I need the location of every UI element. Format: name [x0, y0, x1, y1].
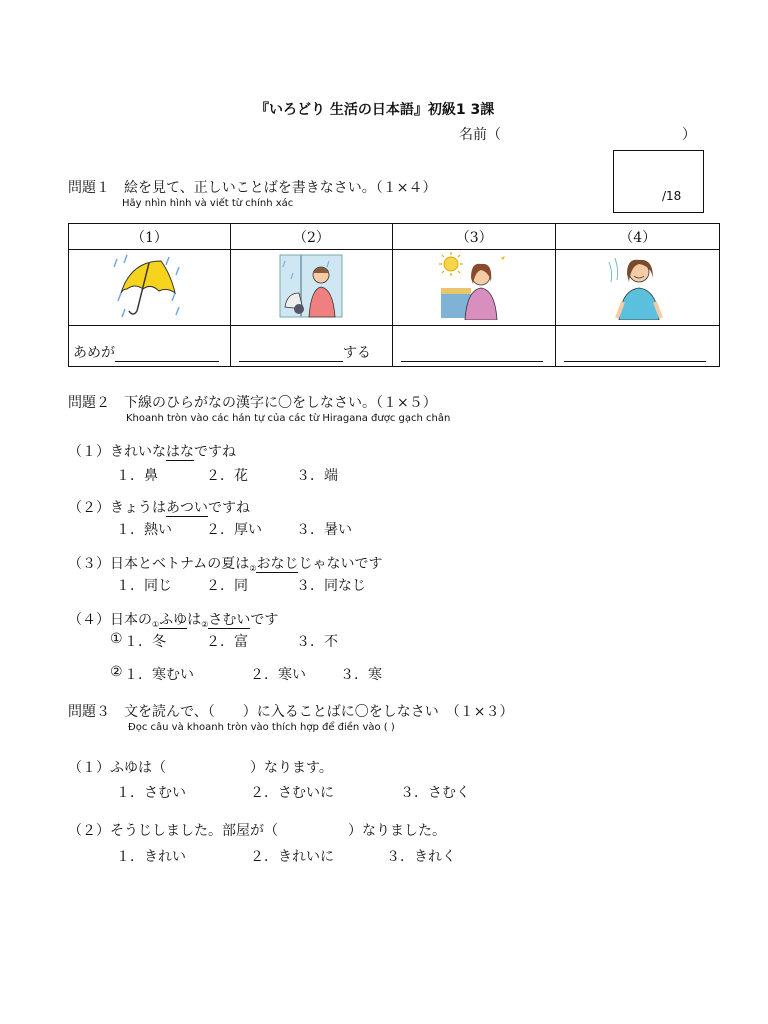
answer-cell-1: [69, 326, 231, 367]
answer-cell-2: [230, 326, 392, 367]
worksheet-title: 『いろどり 生活の日本語』初級1 3課: [255, 102, 495, 118]
answer3-blank[interactable]: [401, 347, 543, 362]
underlined-word: あつい: [166, 500, 208, 516]
q1-subtitle: Hãy nhìn hình và viết từ chính xác: [122, 198, 294, 209]
q2-4b-choice-3[interactable]: ３．寒: [340, 667, 382, 683]
q2-2-choice-1[interactable]: １．熱い: [116, 522, 172, 538]
q2-3-choice-3[interactable]: ３．同なじ: [296, 578, 366, 594]
sentence-text: ですね: [208, 500, 250, 516]
picture-table: [68, 223, 720, 367]
sentence-text: きれいな: [110, 444, 166, 460]
q1-heading: 問題１ 絵を見て、正しいことばを書きなさい。（１×４）: [68, 180, 437, 196]
q2-3-choice-2[interactable]: ２．同: [206, 578, 248, 594]
score-box: [613, 150, 704, 213]
sunny-person-icon: [439, 252, 509, 320]
q2-4a-choice-1[interactable]: １．冬: [124, 634, 166, 650]
q2-4b-choice-1[interactable]: １．寒むい: [124, 667, 194, 683]
picture-cell-2: [230, 250, 392, 326]
answer4-blank[interactable]: [564, 347, 706, 362]
answer-cell-3: [392, 326, 556, 367]
underlined-word: おなじ: [256, 556, 299, 572]
circled-number: ②: [201, 620, 209, 629]
sentence-text: そうじしました。部屋が（ ）なりました。: [110, 823, 446, 839]
picture-cell-4: [556, 250, 720, 326]
q3-heading: 問題３ 文を読んで、（ ）に入ることばに〇をしなさい （１×３）: [68, 704, 514, 720]
q3-1-choice-3[interactable]: ３．さむく: [400, 785, 470, 801]
item-number: （３）: [68, 556, 110, 572]
q2-4b-choice-2[interactable]: ２．寒い: [250, 667, 306, 683]
q2-item-3: [68, 553, 382, 573]
q2-4-row2-mark: ②: [110, 664, 123, 680]
underlined-word: さむい: [208, 612, 251, 628]
picture-cell-3: [392, 250, 556, 326]
q3-2-choice-1[interactable]: １．きれい: [116, 849, 186, 865]
q2-item-1: [68, 441, 236, 461]
q2-subtitle: Khoanh tròn vào các hán tự của các từ Hiragana được gạch chân: [126, 413, 451, 424]
answer1-prefix: あめが: [73, 345, 115, 361]
q3-2-choice-2[interactable]: ２．きれいに: [250, 849, 334, 865]
col-header-4: （4）: [556, 224, 720, 250]
item-number: （１）: [68, 760, 110, 776]
picture-cell-1: [69, 250, 231, 326]
item-number: （２）: [68, 823, 110, 839]
q3-2-choice-3[interactable]: ３．きれく: [386, 849, 456, 865]
item-number: （４）: [68, 612, 110, 628]
sentence-text: は: [187, 612, 202, 628]
q3-1-choice-1[interactable]: １．さむい: [116, 785, 186, 801]
answer2-suffix: する: [342, 345, 371, 361]
window-person-icon: [279, 253, 343, 319]
q3-item-1: [68, 757, 333, 777]
q3-subtitle: Đọc câu và khoanh tròn vào thích hợp để điền vào ( ): [128, 722, 395, 733]
col-header-1: （1）: [69, 224, 231, 250]
q2-heading: 問題２ 下線のひらがなの漢字に〇をしなさい。（１×５）: [68, 395, 437, 411]
circled-number: ①: [152, 620, 160, 629]
name-close: ）: [682, 127, 696, 143]
underlined-word: ふゆ: [159, 612, 188, 628]
score-text: /18: [662, 189, 682, 203]
q3-1-choice-2[interactable]: ２．さむいに: [250, 785, 334, 801]
underlined-word: はな: [166, 444, 194, 460]
circled-number: ②: [249, 564, 257, 573]
answer1-blank[interactable]: [115, 347, 219, 362]
q2-3-choice-1[interactable]: １．同じ: [116, 578, 172, 594]
sentence-text: 日本の: [110, 612, 152, 628]
item-number: （１）: [68, 444, 110, 460]
item-number: （２）: [68, 500, 110, 516]
umbrella-rain-icon: [113, 253, 185, 319]
q2-item-2: [68, 497, 250, 517]
name-label: 名前（: [459, 127, 501, 143]
q2-4-row1-mark: ①: [110, 631, 123, 647]
sentence-text: じゃないです: [298, 556, 383, 572]
col-header-3: （3）: [392, 224, 556, 250]
q2-4a-choice-2[interactable]: ２．富: [206, 634, 248, 650]
q2-4a-choice-3[interactable]: ３．不: [296, 634, 338, 650]
windy-person-icon: [607, 252, 669, 320]
sentence-text: きょうは: [110, 500, 166, 516]
sentence-text: ですね: [194, 444, 236, 460]
q2-1-choice-3[interactable]: ３．端: [296, 468, 338, 484]
col-header-2: （2）: [230, 224, 392, 250]
sentence-text: 日本とベトナムの夏は: [110, 556, 250, 572]
answer-cell-4: [556, 326, 720, 367]
sentence-text: です: [250, 612, 279, 628]
q3-item-2: [68, 820, 446, 840]
q2-2-choice-2[interactable]: ２．厚い: [206, 522, 262, 538]
answer2-blank[interactable]: [239, 347, 343, 362]
q2-1-choice-1[interactable]: １．鼻: [116, 468, 158, 484]
q2-1-choice-2[interactable]: ２．花: [206, 468, 248, 484]
sentence-text: ふゆは（ ）なります。: [110, 760, 333, 776]
q2-2-choice-3[interactable]: ３．暑い: [296, 522, 352, 538]
q2-item-4: [68, 609, 278, 629]
